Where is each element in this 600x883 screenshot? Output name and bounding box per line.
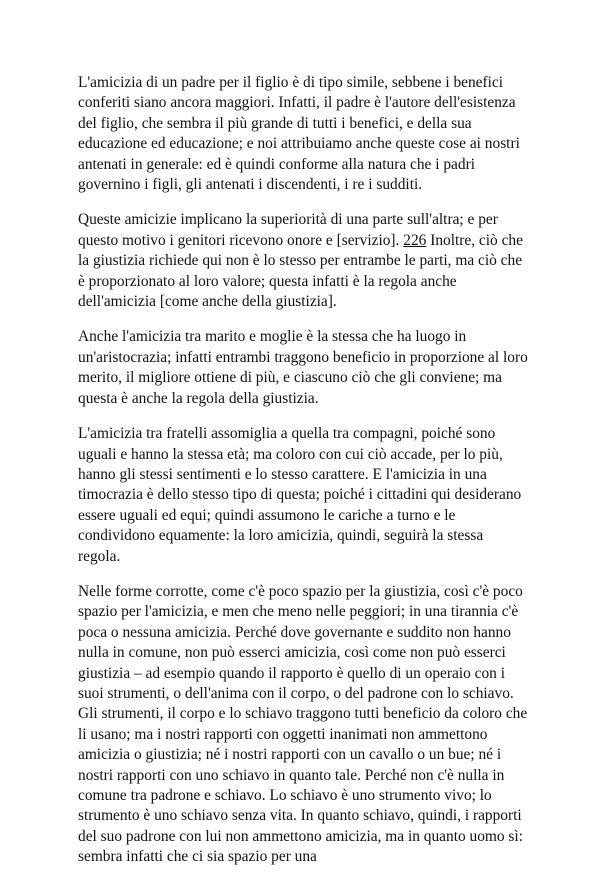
document-page: [78, 73, 528, 883]
paragraph-brothers: L'amicizia tra fratelli assomiglia a quella tra compagni, poiché sono uguali e hanno la stessa età; ma coloro con cui ciò accade, per lo più, hanno gli stessi sentimenti e lo stesso carattere. E l'amicizia in una timocrazia è dello stesso tipo di questa; poiché i cittadini qui desiderano essere uguali ed equi; quindi assumono le cariche a turno e le condividono equamente: la loro amicizia, quindi, seguirà la stessa regola.: [78, 425, 522, 565]
paragraph-superiority-part1: Queste amicizie implicano la superiorità di una parte sull'altra; e per questo motivo i genitori ricevono onore e [servizio].: [78, 211, 498, 249]
paragraph-father-son: L'amicizia di un padre per il figlio è di tipo simile, sebbene i benefici conferiti siano ancora maggiori. Infatti, il padre è l'autore dell'esistenza del figlio, che sembra il più grande di tutti i benefici, e della sua educazione ed educazione; e noi attribuiamo anche queste cose ai nostri antenati in generale: ed è quindi conforme alla natura che i padri governino i figli, gli antenati i discendenti, i re i sudditi.: [78, 74, 520, 194]
paragraph-superiority: [78, 210, 528, 312]
footnote-link-226[interactable]: 226: [403, 231, 427, 249]
paragraph-husband-wife: Anche l'amicizia tra marito e moglie è la stessa che ha luogo in un'aristocrazia; infatti entrambi traggono beneficio in proporzione al loro merito, il migliore ottiene di più, e ciascuno ciò che gli conviene; ma questa è anche la regola della giustizia.: [78, 328, 528, 407]
paragraph-superiority-part2: Inoltre, ciò che la giustizia richiede qui non è lo stesso per entrambe le parti, ma ciò che è proporzionato al loro valore; questa infatti è la regola anche dell'amicizia [come anche della giustizia].: [78, 231, 523, 311]
paragraph-corrupt-forms: Nelle forme corrotte, come c'è poco spazio per la giustizia, così c'è poco spazio per l'amicizia, e men che meno nelle peggiori; in una tirannia c'è poca o nessuna amicizia. Perché dove governante e suddito non hanno nulla in comune, non può esserci amicizia, così come non può esserci giustizia – ad esempio quando il rapporto è quello di un operaio con i suoi strumenti, o dell'anima con il corpo, o del padrone con lo schiavo. Gli strumenti, il corpo e lo schiavo traggono tutti beneficio da coloro che li usano; ma i nostri rapporti con oggetti inanimati non ammettono amicizia o giustizia; né i nostri rapporti con un cavallo o un bue; né i nostri rapporti con uno schiavo in quanto tale. Perché non c'è nulla in comune tra padrone e schiavo. Lo schiavo è uno strumento vivo; lo strumento è uno schiavo senza vita. In quanto schiavo, quindi, i rapporti del suo padrone con lui non ammettono amicizia, ma in quanto uomo sì: sembra infatti che ci sia spazio per una: [78, 582, 528, 866]
